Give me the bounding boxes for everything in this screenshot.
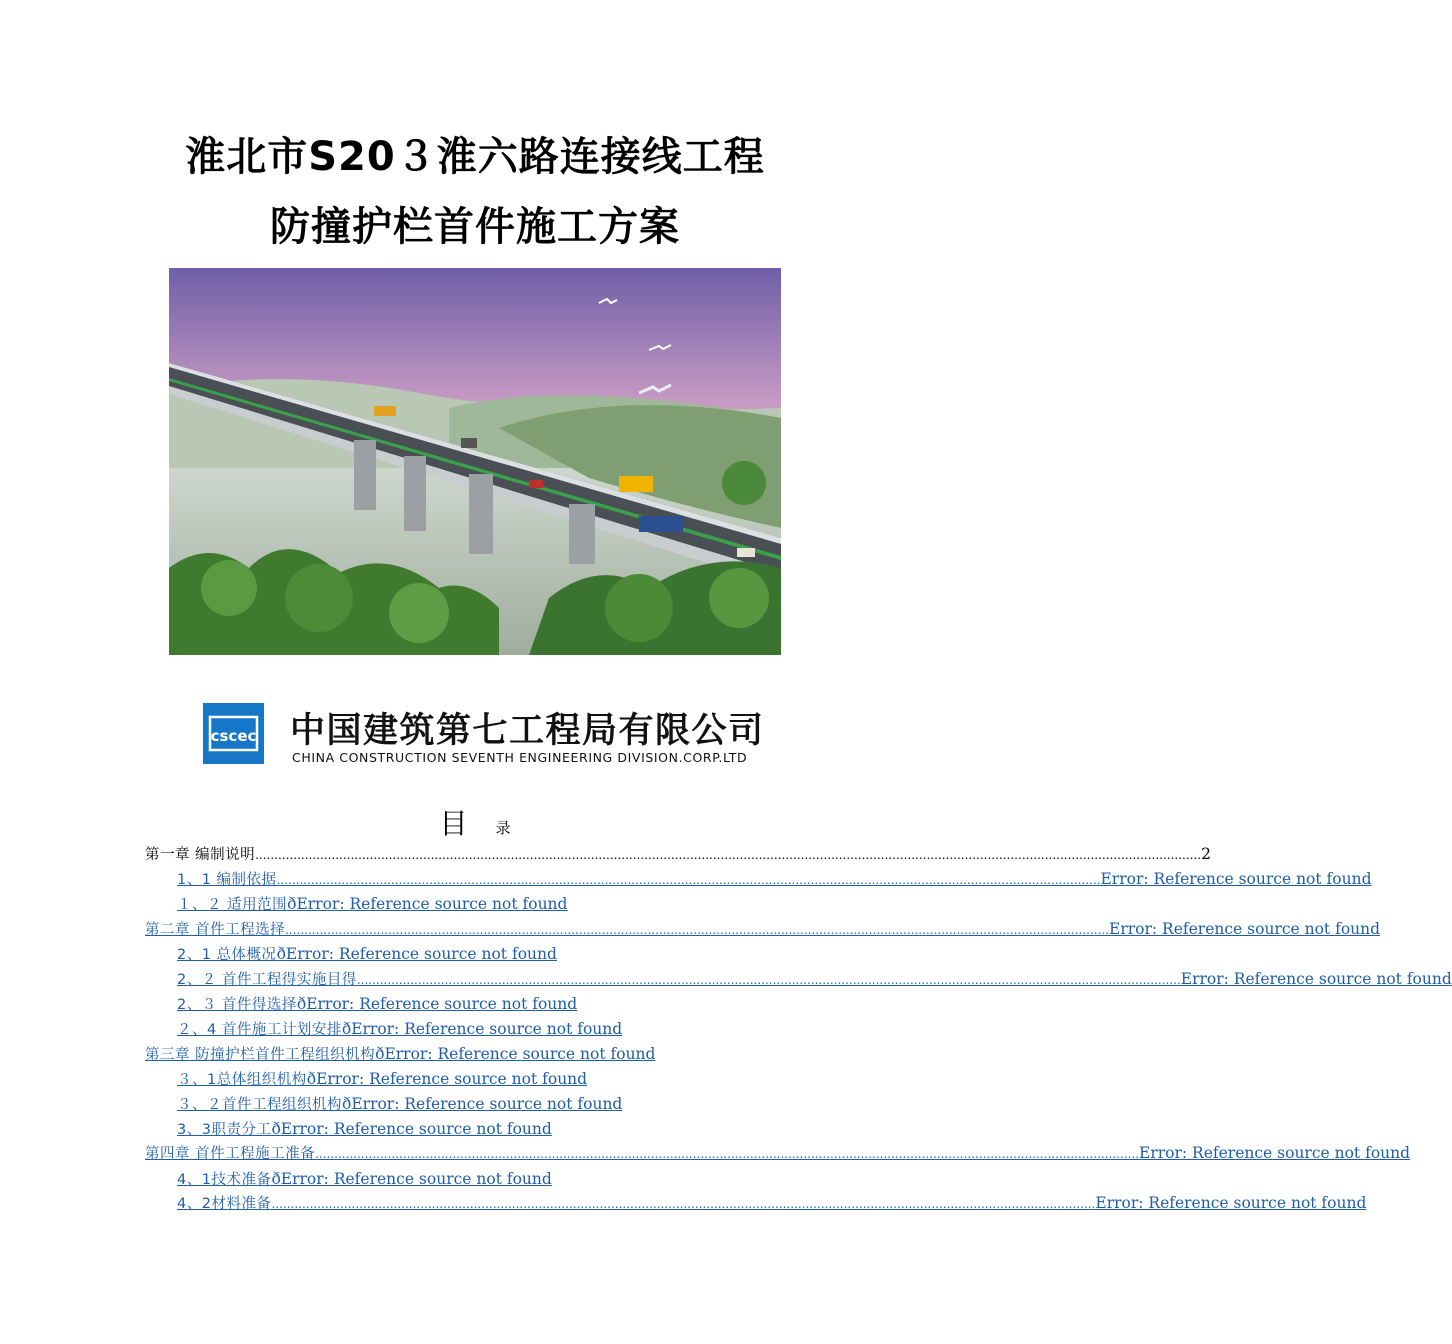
toc-entry-page: Error: Reference source not found [296,895,568,913]
toc-entry-label: 第二章 首件工程选择 [145,922,286,938]
toc-entry-3-1[interactable] [177,1068,587,1090]
toc-entry-3-2[interactable] [177,1093,622,1115]
toc-heading [0,802,950,842]
toc-entry-page: Error: Reference source not found [1100,870,1372,888]
toc-tab-mark: ð [271,1170,281,1188]
toc-entry-page: Error: Reference source not found [306,995,578,1013]
logo-text: cscec [210,727,257,745]
toc-entry-label: 4、2材料准备 [177,1196,272,1212]
toc-entry-label: ３、２首件工程组织机构 [177,1097,342,1113]
company-name-en: CHINA CONSTRUCTION SEVENTH ENGINEERING DIVISION.CORP.LTD [292,750,748,765]
toc-entry-4-2[interactable] [177,1192,1367,1214]
company-name-cn: 中国建筑第七工程局有限公司 [290,711,765,751]
toc-heading-small: 录 [495,819,511,837]
toc-leader-dots: ........................................................................................................................................................................................................................ [315,1147,1140,1161]
toc-entry-page: Error: Reference source not found [285,945,557,963]
toc-tab-mark: ð [341,1020,352,1038]
toc-entry-label: 4、1技术准备 [177,1172,272,1188]
toc-entry-3-3[interactable] [177,1118,552,1140]
toc-entry-2-3[interactable] [177,993,577,1015]
toc-tab-mark: ð [276,945,286,963]
toc-entry-chapter-1[interactable] [145,843,1211,865]
toc-entry-1-1[interactable] [177,868,1372,890]
toc-leader-dots: ........................................................................................................................................................................................................................ [276,873,1101,887]
toc-entry-label: ２、4 首件施工计划安排 [177,1022,342,1038]
company-logo [203,703,264,764]
toc-entry-page: Error: Reference source not found [351,1095,623,1113]
toc-entry-page: Error: Reference source not found [351,1020,623,1038]
toc-entry-1-2[interactable] [177,893,567,915]
toc-entry-page: Error: Reference source not found [384,1045,656,1063]
toc-entry-page: 2 [1201,845,1211,863]
bridge-rendering-image [169,268,781,655]
toc-entry-2-2[interactable] [177,968,1452,990]
toc-tab-mark: ð [375,1045,385,1063]
toc-tab-mark: ð [342,1095,352,1113]
toc-entry-2-4[interactable] [177,1018,622,1040]
toc-entry-label: 3、3职责分工 [177,1122,272,1138]
toc-entry-label: 第三章 防撞护栏首件工程组织机构 [145,1047,376,1063]
toc-entry-chapter-3[interactable] [145,1043,655,1065]
toc-heading-big: 目 [439,807,468,840]
toc-entry-page: Error: Reference source not found [316,1070,588,1088]
toc-entry-4-1[interactable] [177,1168,552,1190]
toc-entry-page: Error: Reference source not found [1109,920,1381,938]
toc-entry-label: 2、３ 首件得选择 [177,997,297,1013]
toc-tab-mark: ð [271,1120,281,1138]
toc-entry-label: ３、1总体组织机构 [177,1072,307,1088]
toc-entry-label: １、２ 适用范围 [177,897,288,913]
toc-entry-page: Error: Reference source not found [280,1120,552,1138]
toc-entry-page: Error: Reference source not found [1180,970,1452,988]
toc-entry-label: 1、1 编制依据 [177,872,277,888]
toc-leader-dots: ........................................................................................................................................................................................................................ [271,1197,1096,1211]
document-title-line-1: 淮北市S20３淮六路连接线工程 [185,134,765,180]
toc-entry-label: 2、２ 首件工程得实施目得 [177,972,357,988]
toc-entry-page: Error: Reference source not found [280,1170,552,1188]
toc-entry-chapter-2[interactable] [145,918,1381,940]
toc-tab-mark: ð [306,1070,317,1088]
toc-entry-label: 第一章 编制说明 [145,847,256,863]
toc-entry-chapter-4[interactable] [145,1142,1411,1164]
toc-tab-mark: ð [296,995,307,1013]
toc-entry-label: 2、1 总体概况 [177,947,277,963]
document-title-line-2: 防撞护栏首件施工方案 [270,204,680,250]
toc-leader-dots: ........................................................................................................................................................................................................................ [285,923,1110,937]
toc-leader-dots: ........................................................................................................................................................................................................................................................ [255,848,1202,862]
toc-entry-label: 第四章 首件工程施工准备 [145,1146,316,1162]
toc-entry-page: Error: Reference source not found [1095,1194,1367,1212]
toc-tab-mark: ð [287,895,297,913]
toc-entry-page: Error: Reference source not found [1139,1144,1411,1162]
toc-entry-2-1[interactable] [177,943,557,965]
toc-leader-dots: ........................................................................................................................................................................................................................ [356,973,1181,987]
